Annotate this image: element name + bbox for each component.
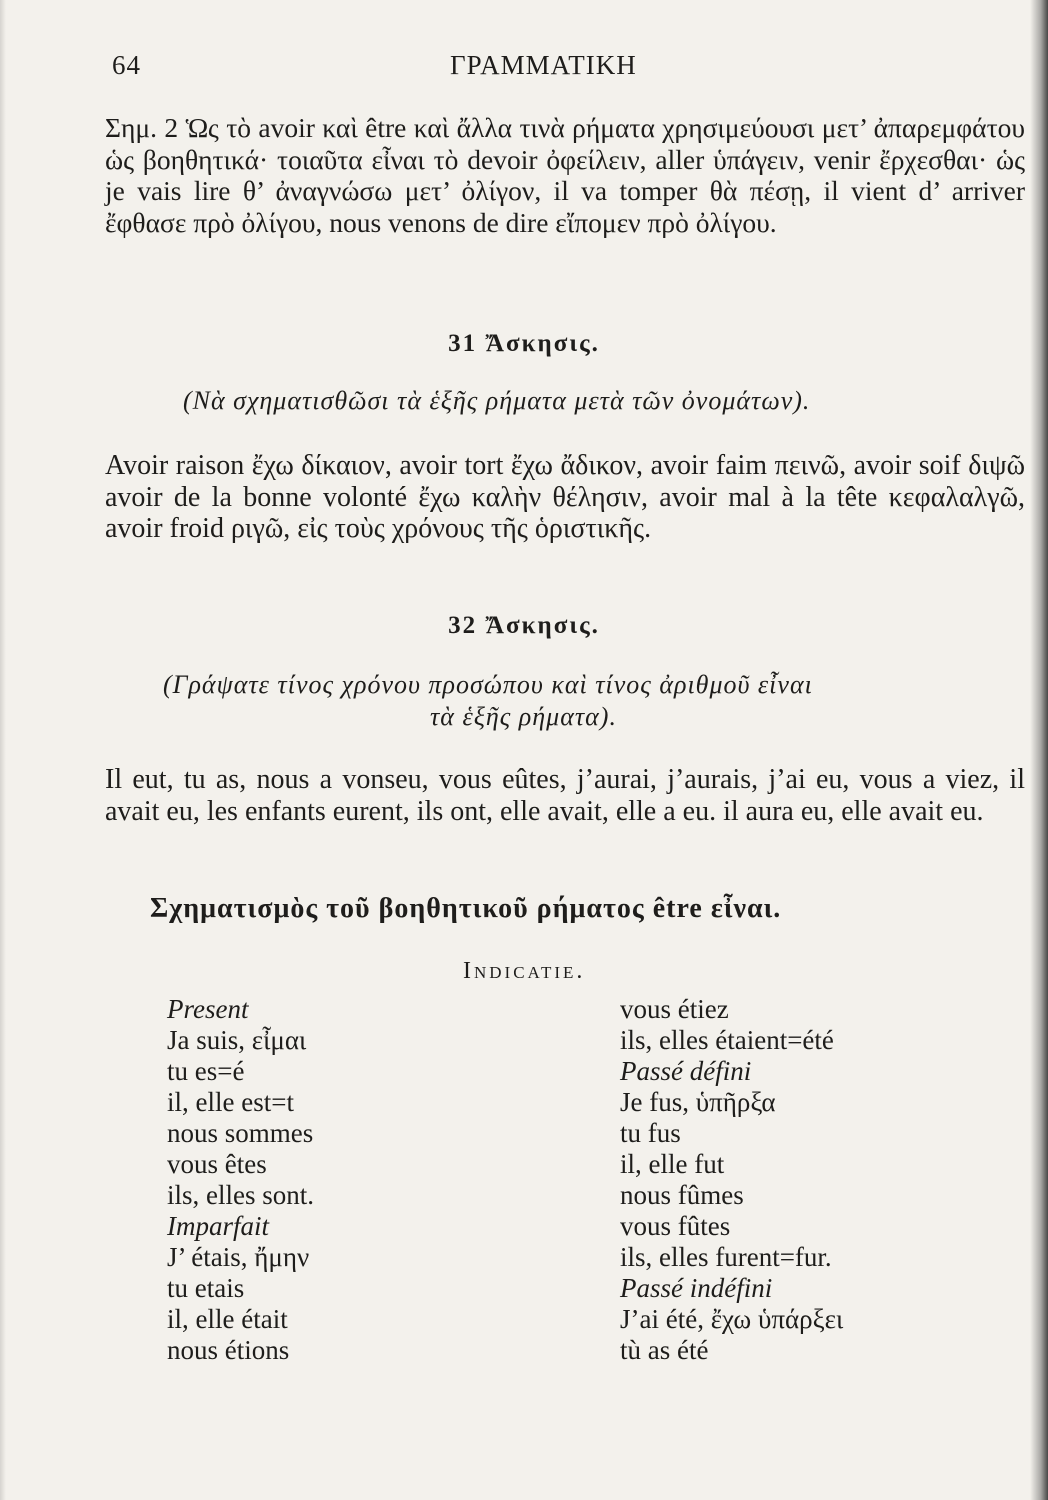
conjugation-line: il, elle était	[167, 1304, 288, 1334]
conjugation-line: Je fus, ὑπῆρξα	[620, 1087, 776, 1117]
conjugation-line: tu etais	[167, 1273, 245, 1303]
grammar-note: Σημ. 2 Ὡς τὸ avoir καὶ être καὶ ἄλλα τινὰ ρήματα χρησιμεύουσι μετ’ ἀπαρεμφάτου ὡς βοηθητικά· τοιαῦτα εἶναι τὸ devoir ὀφείλειν, aller ὑπάγειν, venir ἔρχεσθαι· ὡς je vais lire θ’ ἀναγνώσω μετ’ ὀλίγον, il va tomper θὰ πέσῃ, il vient d’ arriver ἔφθασε πρὸ ὀλίγου, nous venons de dire εἴπομεν πρὸ ὀλίγου.	[105, 112, 1025, 238]
tense-label: Passé indéfini	[620, 1273, 773, 1303]
running-title: ΓΡΑΜΜΑΤΙΚΗ	[450, 50, 637, 80]
conjugation-line: vous fûtes	[620, 1211, 731, 1241]
conjugation-line: nous étions	[167, 1335, 290, 1365]
conjugation-line: vous êtes	[167, 1149, 267, 1179]
page-gutter-shadow	[0, 0, 6, 1500]
tense-label: Imparfait	[167, 1211, 270, 1241]
conjugation-line: J’ai été, ἔχω ὑπάρξει	[620, 1304, 844, 1334]
tense-label: Passé défini	[620, 1056, 752, 1086]
conjugation-left-column	[167, 994, 567, 1366]
tense-label: Present	[167, 994, 249, 1024]
conjugation-heading: Σχηματισμὸς τοῦ βοηθητικοῦ ρήματος être εἶναι.	[150, 893, 782, 924]
exercise-31-heading: 31 Ἄσκησις.	[448, 330, 600, 357]
exercise-32-instruction-line2: τὰ ἑξῆς ρήματα).	[430, 702, 617, 731]
conjugation-line: ils, elles sont.	[167, 1180, 314, 1210]
conjugation-line: ils, elles étaient=été	[620, 1025, 834, 1055]
exercise-31-instruction: (Νὰ σχηματισθῶσι τὰ ἑξῆς ρήματα μετὰ τῶν ὀνομάτων).	[183, 386, 811, 415]
conjugation-line: il, elle fut	[620, 1149, 725, 1179]
page-number: 64	[112, 50, 141, 80]
conjugation-line: tu es=é	[167, 1056, 245, 1086]
conjugation-line: Ja suis, εἶμαι	[167, 1025, 307, 1055]
conjugation-line: nous sommes	[167, 1118, 314, 1148]
page-header	[112, 50, 912, 86]
exercise-31-body: Avoir raison ἔχω δίκαιον, avoir tort ἔχω ἄδικον, avoir faim πεινῶ, avoir soif διψῶ avoir de la bonne volonté ἔχω καλὴν θέλησιν, avoir mal à la tête κεφαλαλγῶ, avoir froid ριγῶ, εἰς τοὺς χρόνους τῆς ὁριστικῆς.	[105, 450, 1025, 544]
conjugation-line: J’ étais, ἤμην	[167, 1242, 310, 1272]
exercise-32-body: Il eut, tu as, nous a vonseu, vous eûtes, j’aurai, j’aurais, j’ai eu, vous a viez, il avait eu, les enfants eurent, ils ont, elle avait, elle a eu. il aura eu, elle avait eu.	[105, 764, 1025, 827]
mood-label: Indicatie.	[463, 958, 586, 984]
conjugation-line: nous fûmes	[620, 1180, 744, 1210]
page-edge-shadow	[1030, 0, 1048, 1500]
conjugation-line: tu fus	[620, 1118, 681, 1148]
exercise-32-instruction-line1: (Γράψατε τίνος χρόνου προσώπου καὶ τίνος ἀριθμοῦ εἶναι	[163, 670, 813, 699]
exercise-32-heading: 32 Ἄσκησις.	[448, 612, 600, 639]
conjugation-line: ils, elles furent=fur.	[620, 1242, 832, 1272]
conjugation-line: il, elle est=t	[167, 1087, 294, 1117]
conjugation-right-column	[620, 994, 1020, 1366]
conjugation-line: tù as été	[620, 1335, 709, 1365]
conjugation-line: vous étiez	[620, 994, 729, 1024]
